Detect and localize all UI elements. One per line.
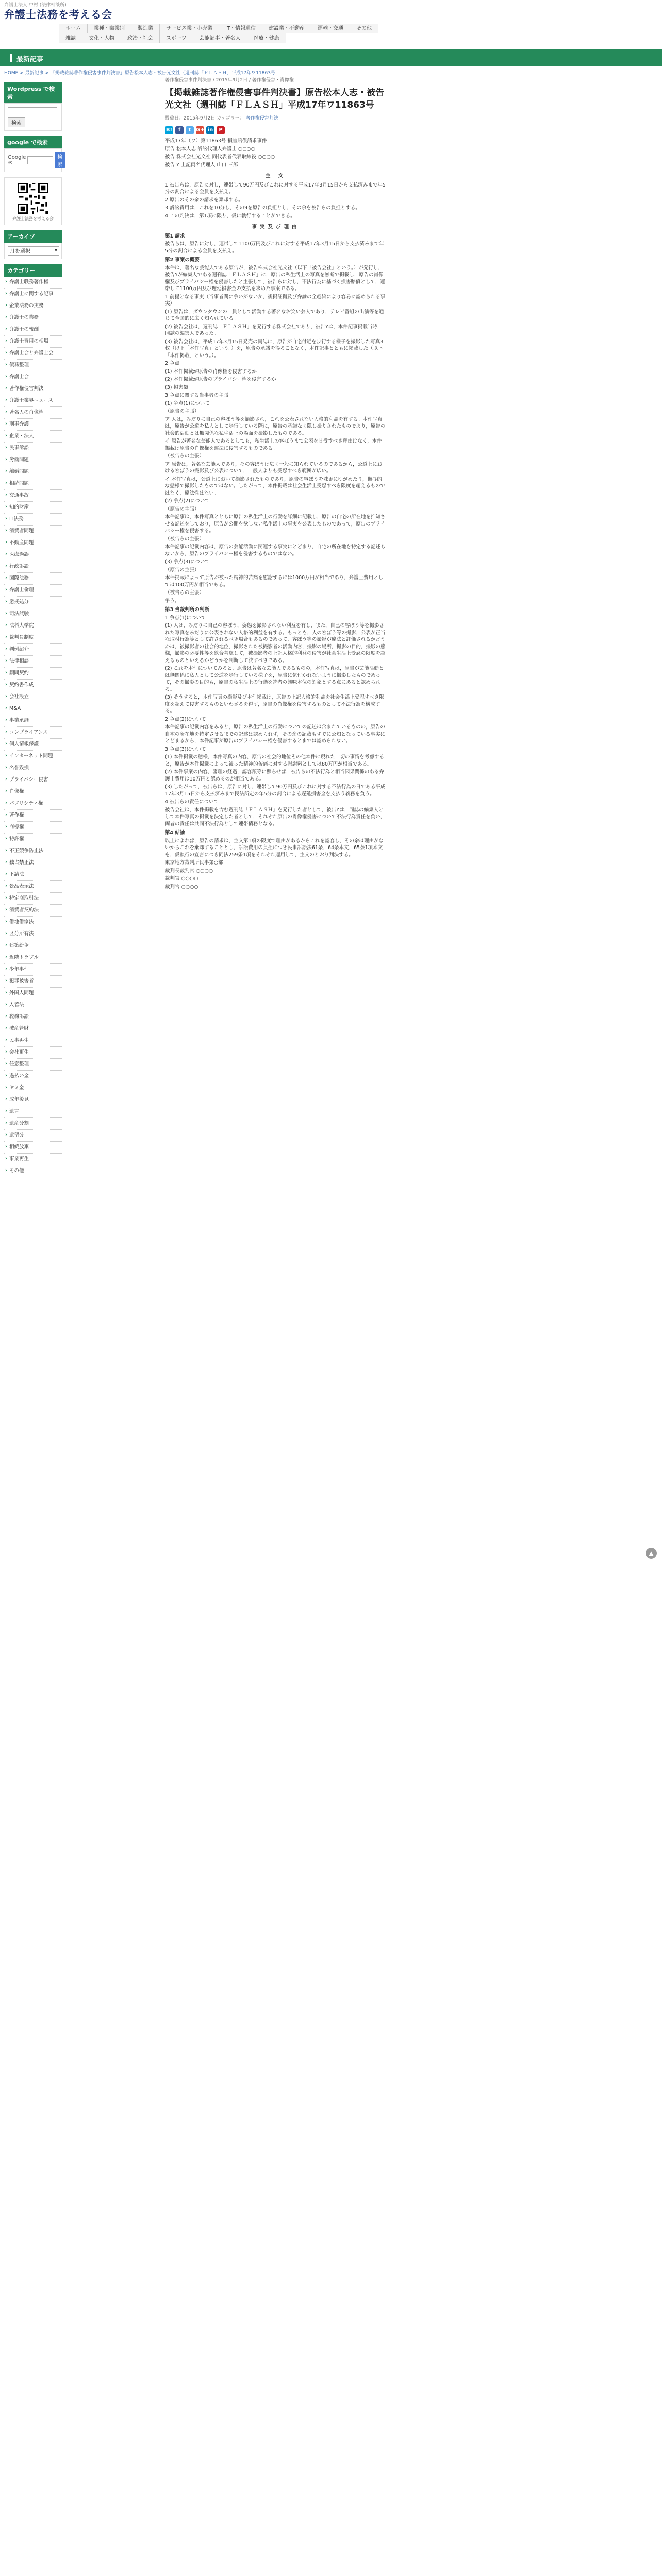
article-paragraph: 本件掲載によって原告が被った精神的苦痛を慰謝するには1000万円が相当であり，弁護士費用としては100万円が相当である。 — [165, 575, 384, 588]
article-paragraph: 4 被告らの責任について — [165, 799, 219, 805]
nav-item[interactable]: 政治・社会 — [121, 33, 160, 43]
category-item[interactable]: › 遺留分 — [4, 1130, 62, 1142]
category-item[interactable]: › 区分所有法 — [4, 928, 62, 940]
article-paragraph: (3) 損害額 — [165, 384, 188, 391]
article-paragraph: (1) 人は，みだりに自己の容ぼう，姿態を撮影されない利益を有し，また，自己の容ぼう等を撮影された写真をみだりに公表されない人格的利益を有する。もっとも，人の容ぼう等の撮影，公表が正当な取材行為等として許されるべき場合もあるのであって，容ぼう等の撮影が違法と評価されるかどうかは，被撮影者の社会的地位，撮影された被撮影者の活動内容，撮影の場所，撮影の目的，撮影の態様，撮影の必要性等を総合考慮して，被撮影者の上記人格的利益の侵害が社会生活上受忍の限度を超えるものといえるかどうかを判断して決すべきである。 — [165, 623, 386, 664]
category-item[interactable]: › 独占禁止法 — [4, 857, 62, 869]
article-paragraph: (1) 争点(1)について — [165, 400, 210, 406]
share-icon[interactable]: in — [206, 126, 214, 134]
article-paragraph: 本件記事は，本件写真とともに原告の私生活上の行動を詳細に記載し，原告の自宅の所在地を推知させる記述をしており，原告が公開を欲しない私生活上の事実を公表したものであって，原告のプライバシー権を侵害する。 — [165, 514, 386, 534]
category-item[interactable]: › 建築紛争 — [4, 940, 62, 952]
article-paragraph: 1 被告らは，原告に対し，連帯して90万円及びこれに対する平成17年3月15日から支払済みまで年5分の割合による金員を支払え。 — [165, 182, 386, 195]
category-item[interactable]: › 国際法務 — [4, 573, 62, 585]
category-item[interactable]: › 判例紹介 — [4, 644, 62, 656]
category-item[interactable]: › 懲戒処分 — [4, 597, 62, 608]
chevron-up-icon: ▲ — [649, 1550, 654, 1557]
article-paragraph: イ 原告が著名な芸能人であるとしても，私生活上の容ぼうまで公表を甘受すべき理由はなく，本件掲載は原告の肖像権を違法に侵害するものである。 — [165, 438, 382, 451]
nav-item[interactable]: 業種・職業別 — [88, 24, 131, 33]
category-item[interactable]: › 消費者契約法 — [4, 905, 62, 917]
category-item[interactable]: › 弁護士会 — [4, 371, 62, 383]
article-paragraph: （被告らの主張） — [165, 536, 205, 542]
category-item[interactable]: › 遺産分割 — [4, 1118, 62, 1130]
category-item[interactable]: › 弁護士職務著作権 — [4, 277, 62, 289]
breadcrumb[interactable]: HOME > 最新記事 > 「掲載雑誌著作権侵害事件判決書」原告松本人志・被告光文社（週刊誌「ＦＬＡＳＨ」平成17年ワ11863号 — [4, 71, 275, 76]
site-logo[interactable]: 弁護士法務を考える会 — [4, 8, 112, 21]
banner-title: 最新記事 — [16, 56, 44, 63]
category-item[interactable]: › 著作権 — [4, 810, 62, 822]
nav-item[interactable]: 製造業 — [131, 24, 160, 33]
article-paragraph: 平成17年（ワ）第11863号 損害賠償請求事件 — [165, 138, 267, 144]
share-icon[interactable]: G+ — [196, 126, 204, 134]
article-paragraph: (2) 本件掲載が原告のプライバシー権を侵害するか — [165, 377, 276, 382]
google-search-input[interactable] — [27, 156, 53, 164]
article-paragraph: 争う。 — [165, 598, 180, 604]
article-paragraph: （原告の主張） — [165, 567, 200, 573]
article-paragraph: (1) 本件掲載の態様，本件写真の内容，原告の社会的地位その他本件に現れた一切の事情を考慮すると，原告が本件掲載によって被った精神的苦痛に対する慰謝料としては80万円が相当である。 — [165, 754, 384, 767]
article-paragraph: （原告の主張） — [165, 506, 200, 512]
category-item[interactable]: › 会社更生 — [4, 1047, 62, 1059]
article-paragraph: (3) そうすると，本件写真の撮影及び本件掲載は，原告の上記人格的利益を社会生活上受忍すべき限度を超えて侵害するものといわざるを得ず，原告の肖像権を侵害するものとして不法行為を構成する。 — [165, 694, 384, 714]
category-item[interactable]: › 破産管財 — [4, 1023, 62, 1035]
category-item[interactable]: › 弁護士の報酬 — [4, 324, 62, 336]
article-paragraph: (2) 被告会社は，週刊誌「ＦＬＡＳＨ」を発行する株式会社であり，被告Yは，本件記事掲載当時，同誌の編集人であった。 — [165, 324, 383, 336]
article-paragraph: (3) したがって，被告らは，原告に対し，連帯して90万円及びこれに対する不法行為の日である平成17年3月15日から支払済みまで民法所定の年5分の割合による遅延損害金を支払う義務を負う。 — [165, 784, 386, 797]
article-paragraph: 3 争点(3)について — [165, 746, 206, 752]
category-item[interactable]: › 弁護士倫理 — [4, 585, 62, 597]
category-item[interactable]: › 弁護士に関する記事 — [4, 289, 62, 300]
article-paragraph: 2 原告のその余の請求を棄却する。 — [165, 197, 243, 203]
global-nav-row-2 — [59, 33, 286, 43]
category-item[interactable]: › 民事訴訟 — [4, 443, 62, 454]
article-paragraph: 裁判官 ○○○○ — [165, 884, 198, 890]
archive-heading: アーカイブ — [4, 230, 62, 243]
nav-item[interactable]: ホーム — [59, 24, 88, 33]
article-paragraph: 本件は，著名な芸能人である原告が，被告株式会社光文社（以下「被告会社」という。）が発行し，被告Yが編集人である週刊誌「ＦＬＡＳＨ」に，原告の私生活上の写真を無断で掲載し，原告の肖像権及びプライバシー権を侵害したと主張して，被告らに対し，不法行為に基づく損害賠償として，連帯して1100万円及び遅延損害金の支払を求めた事案である。 — [165, 265, 385, 292]
category-item[interactable]: › パブリシティ権 — [4, 798, 62, 810]
article-paragraph: （被告らの主張） — [165, 453, 205, 459]
article-body — [165, 138, 387, 890]
category-item[interactable]: › 企業・法人 — [4, 431, 62, 443]
article-paragraph: 1 争点(1)について — [165, 615, 206, 621]
nav-item[interactable]: 建設業・不動産 — [262, 24, 311, 33]
google-search-button[interactable]: 検索 — [55, 152, 65, 168]
category-item[interactable]: › 近隣トラブル — [4, 952, 62, 964]
article-paragraph: 被告会社は，本件掲載を含む週刊誌「ＦＬＡＳＨ」を発行した者として，被告Yは，同誌の編集人として本件写真の掲載を決定した者として，それぞれ原告の肖像権侵害について不法行為責任を負い，両者の責任は共同不法行為として連帯債務となる。 — [165, 807, 386, 827]
google-search-box — [4, 148, 62, 172]
category-item[interactable]: › 会社設立 — [4, 691, 62, 703]
category-item[interactable]: › 裁判員制度 — [4, 632, 62, 644]
share-buttons — [165, 126, 387, 134]
google-label: Google ® — [8, 154, 26, 166]
category-item[interactable]: › 景品表示法 — [4, 881, 62, 893]
category-item[interactable]: › 知的財産 — [4, 502, 62, 514]
archive-select[interactable] — [8, 246, 59, 256]
category-list — [4, 277, 62, 1177]
category-item[interactable]: › 司法試験 — [4, 608, 62, 620]
article-paragraph: 東京地方裁判所民事第○部 — [165, 860, 223, 866]
category-item[interactable]: › 不正競争防止法 — [4, 845, 62, 857]
wordpress-search-heading: Wordpress で検索 — [4, 82, 62, 103]
article-paragraph: (3) 争点(3)について — [165, 559, 210, 565]
wordpress-search-button[interactable]: 検索 — [8, 117, 25, 127]
category-item[interactable]: › その他 — [4, 1165, 62, 1177]
category-item[interactable]: › 商標権 — [4, 822, 62, 834]
category-item[interactable]: › 弁護士会と弁護士会 — [4, 348, 62, 360]
category-item[interactable]: › 刑事弁護 — [4, 419, 62, 431]
article-paragraph: (2) 争点(2)について — [165, 498, 210, 504]
share-icon[interactable]: B! — [165, 126, 173, 134]
article-paragraph: 第1 請求 — [165, 233, 185, 239]
article-paragraph: 本件記事の記載内容をみると，原告の私生活上の行動についての記述は含まれているものの，原告の自宅の所在地を特定させるまでの記述は認められず，その余の記載もすでに公知となっている事実にとどまるから，本件記事が原告のプライバシー権を侵害するとまでは認められない。 — [165, 724, 386, 744]
category-item[interactable]: › 著名人の肖像権 — [4, 407, 62, 419]
article-paragraph: 裁判長裁判官 ○○○○ — [165, 868, 213, 874]
category-item[interactable]: › 特定商取引法 — [4, 893, 62, 905]
category-item[interactable]: › 少年事件 — [4, 964, 62, 976]
article-paragraph: （原告の主張） — [165, 409, 200, 414]
archive-select-value: 月を選択 — [10, 249, 30, 255]
article-paragraph: 3 争点に関する当事者の主張 — [165, 393, 229, 398]
qr-code-icon — [18, 183, 48, 214]
category-item[interactable]: › M&A — [4, 703, 62, 715]
category-item[interactable]: › 個人情報保護 — [4, 739, 62, 751]
category-item[interactable]: › 任意整理 — [4, 1059, 62, 1071]
article-paragraph: 被告 Y 上記両名代理人 山口 三郎 — [165, 162, 238, 168]
nav-item[interactable]: 医療・健康 — [247, 33, 286, 43]
article-paragraph: (1) 本件掲載が原告の肖像権を侵害するか — [165, 368, 257, 375]
article-paragraph: 以上によれば，原告の請求は，主文第1項の限度で理由があるからこれを認容し，その余は理由がないからこれを棄却することとし，訴訟費用の負担につき民事訴訟法61条，64条本文，65条1項本文を，仮執行の宣言につき同法259条1項をそれぞれ適用して，主文のとおり判決する。 — [165, 838, 384, 858]
category-item[interactable]: › 遺言 — [4, 1106, 62, 1118]
category-item[interactable]: › 著作権侵害判決 — [4, 383, 62, 395]
article-paragraph: (1) 原告は，ダウンタウンの一員として活動する著名なお笑い芸人であり，テレビ番組の出演等を通じて全国的に広く知られている。 — [165, 309, 384, 321]
category-item[interactable]: › 相続問題 — [4, 478, 62, 490]
article-paragraph: 第3 当裁判所の判断 — [165, 607, 209, 613]
category-item[interactable]: › 入管法 — [4, 999, 62, 1011]
article-paragraph: (2) 本件事案の内容，審理の経過，認容額等に照らせば，被告らの不法行為と相当因果関係のある弁護士費用は10万円と認めるのが相当である。 — [165, 769, 384, 782]
site-tagline: 弁護士法人 中村 (法律相談所) — [4, 3, 67, 8]
wordpress-search-box — [4, 103, 62, 131]
global-nav-row-1 — [59, 24, 378, 33]
category-item[interactable]: › 犯罪被害者 — [4, 976, 62, 988]
nav-item[interactable]: 雑誌 — [59, 33, 82, 43]
article-category-line: 著作権侵害事件判決書 / 2015年9月2日 / 著作権侵害・肖像権 — [165, 78, 294, 83]
category-item[interactable]: › 労働問題 — [4, 454, 62, 466]
article — [165, 77, 387, 891]
category-item[interactable]: › 成年後見 — [4, 1094, 62, 1106]
article-paragraph: (2) これを本件についてみると，原告は著名な芸能人であるものの，本件写真は，原告が芸能活動とは無関係に私人として公道を歩行している様子を，原告に気付かれないように撮影したものであって，その撮影の目的も，原告の私生活上の行動を読者の興味本位の対象とする点にあると認められる。 — [165, 666, 384, 692]
nav-item[interactable]: その他 — [350, 24, 378, 33]
nav-item[interactable]: 運輸・交通 — [311, 24, 350, 33]
article-paragraph: 3 訴訟費用は，これを10分し，その9を原告の負担とし，その余を被告らの負担とする。 — [165, 205, 360, 211]
article-paragraph: （被告らの主張） — [165, 590, 205, 596]
post-meta-text: 投稿日：2015年9月2日 カテゴリー： — [165, 116, 244, 121]
category-item[interactable]: › 医療過誤 — [4, 549, 62, 561]
category-item[interactable]: › 不動産問題 — [4, 537, 62, 549]
category-item[interactable]: › 外国人問題 — [4, 988, 62, 999]
share-icon[interactable]: P — [217, 126, 225, 134]
category-item[interactable]: › 顧問契約 — [4, 668, 62, 680]
article-paragraph: 被告らは，原告に対し，連帯して1100万円及びこれに対する平成17年3月15日から支払済みまで年5分の割合による金員を支払え。 — [165, 241, 384, 254]
nav-item[interactable]: サービス業・小売業 — [160, 24, 219, 33]
category-item[interactable]: › 肖像権 — [4, 786, 62, 798]
chevron-down-icon: ▾ — [54, 248, 57, 253]
google-search-heading: google で検索 — [4, 136, 62, 148]
article-paragraph: (3) 被告会社は，平成17年3月15日発売の同誌に，原告が自宅付近を歩行する様子を撮影した写真3枚（以下「本件写真」という。）を，原告の承諾を得ることなく，本件記事とともに掲載した（以下「本件掲載」という。）。 — [165, 338, 384, 359]
article-paragraph: 第2 事案の概要 — [165, 257, 200, 263]
nav-item[interactable]: スポーツ — [160, 33, 193, 43]
article-paragraph: 裁判官 ○○○○ — [165, 876, 198, 882]
category-item[interactable]: › 借地借家法 — [4, 917, 62, 928]
category-item[interactable]: › 債務整理 — [4, 360, 62, 371]
category-item[interactable]: › 弁護士業界ニュース — [4, 395, 62, 407]
archive-box — [4, 243, 62, 259]
article-paragraph: 1 前提となる事実（当事者間に争いがないか，後掲証拠及び弁論の全趣旨により容易に認められる事実） — [165, 294, 386, 307]
qr-box — [4, 177, 62, 225]
sidebar — [4, 77, 62, 1177]
post-category-link[interactable]: 著作権侵害判決 — [245, 116, 278, 121]
category-item[interactable]: › 消費者問題 — [4, 526, 62, 537]
share-icon[interactable]: f — [175, 126, 184, 134]
category-item[interactable]: › 特許権 — [4, 834, 62, 845]
qr-caption: 弁護士法務を考える会 — [12, 216, 54, 221]
wordpress-search-input[interactable] — [8, 107, 57, 115]
article-paragraph: 主 文 — [265, 173, 287, 179]
article-paragraph: 第4 結論 — [165, 830, 185, 836]
article-paragraph: 4 この判決は，第1項に限り，仮に執行することができる。 — [165, 213, 295, 219]
category-item[interactable]: › 名誉毀損 — [4, 762, 62, 774]
article-paragraph: 被告 株式会社光文社 同代表者代表取締役 ○○○○ — [165, 154, 275, 160]
category-item[interactable]: › 法科大学院 — [4, 620, 62, 632]
article-paragraph: 事実及び理由 — [252, 224, 300, 230]
article-paragraph: 2 争点 — [165, 361, 180, 366]
category-item[interactable]: › 交通事故 — [4, 490, 62, 502]
site-header — [0, 0, 662, 21]
category-item[interactable]: › IT法務 — [4, 514, 62, 526]
category-item[interactable]: › 弁護士費用の相場 — [4, 336, 62, 348]
category-item[interactable]: › 相続放棄 — [4, 1142, 62, 1154]
article-title: 【掲載雑誌著作権侵害事件判決書】原告松本人志・被告光文社（週刊誌「ＦＬＡＳＨ」平成17年ワ11863号 — [165, 88, 384, 110]
share-icon[interactable]: t — [186, 126, 194, 134]
category-item[interactable]: › 契約書作成 — [4, 680, 62, 691]
post-meta — [165, 114, 387, 121]
section-banner — [0, 49, 662, 66]
category-item[interactable]: › 離婚問題 — [4, 466, 62, 478]
category-item[interactable]: › インターネット問題 — [4, 751, 62, 762]
article-paragraph: ア 人は，みだりに自己の容ぼう等を撮影され，これを公表されない人格的利益を有する。本件写真は，原告が公道を私人として歩行している際に，原告の承諾なく隠し撮りされたものであり，原告の社会的活動とは無関係な私生活上の場面を撮影したものである。 — [165, 416, 386, 436]
article-paragraph: 原告 松本人志 訴訟代理人弁護士 ○○○○ — [165, 146, 256, 152]
category-item[interactable]: › 事業承継 — [4, 715, 62, 727]
category-item[interactable]: › 民事再生 — [4, 1035, 62, 1047]
category-item[interactable]: › 事業再生 — [4, 1154, 62, 1165]
global-nav — [0, 24, 662, 43]
categories-heading: カテゴリー — [4, 264, 62, 277]
banner-accent-bar — [10, 54, 12, 62]
category-item[interactable]: › 弁護士の業務 — [4, 312, 62, 324]
category-item[interactable]: › 下請法 — [4, 869, 62, 881]
category-item[interactable]: › コンプライアンス — [4, 727, 62, 739]
category-item[interactable]: › 企業法務の実務 — [4, 300, 62, 312]
category-item[interactable]: › 税務訴訟 — [4, 1011, 62, 1023]
category-item[interactable]: › 行政訴訟 — [4, 561, 62, 573]
category-item[interactable]: › 法律相談 — [4, 656, 62, 668]
article-paragraph: 本件記事の記載内容は，原告の芸能活動に関連する事実にとどまり，自宅の所在地を特定する記述もないから，原告のプライバシー権を侵害するものではない。 — [165, 544, 386, 557]
nav-item[interactable]: 文化・人物 — [82, 33, 121, 43]
category-item[interactable]: › プライバシー侵害 — [4, 774, 62, 786]
category-item[interactable]: › ヤミ金 — [4, 1082, 62, 1094]
nav-item[interactable]: 芸能記事・著名人 — [193, 33, 247, 43]
article-paragraph: ア 原告は，著名な芸能人であり，その容ぼうは広く一般に知られているのであるから，公道上における容ぼうの撮影及び公表について，一般人よりも受忍すべき範囲が広い。 — [165, 461, 383, 474]
back-to-top-button[interactable] — [646, 1548, 657, 1559]
article-paragraph: イ 本件写真は，公道上において撮影されたものであり，原告の容ぼうを殊更にゆがめたり，侮辱的な態様で撮影したものではない。したがって，本件掲載は社会生活上受忍すべき限度を超えるものではなく，違法性はない。 — [165, 476, 386, 496]
nav-item[interactable]: IT・情報通信 — [219, 24, 262, 33]
article-paragraph: 2 争点(2)について — [165, 716, 206, 722]
category-item[interactable]: › 過払い金 — [4, 1071, 62, 1082]
